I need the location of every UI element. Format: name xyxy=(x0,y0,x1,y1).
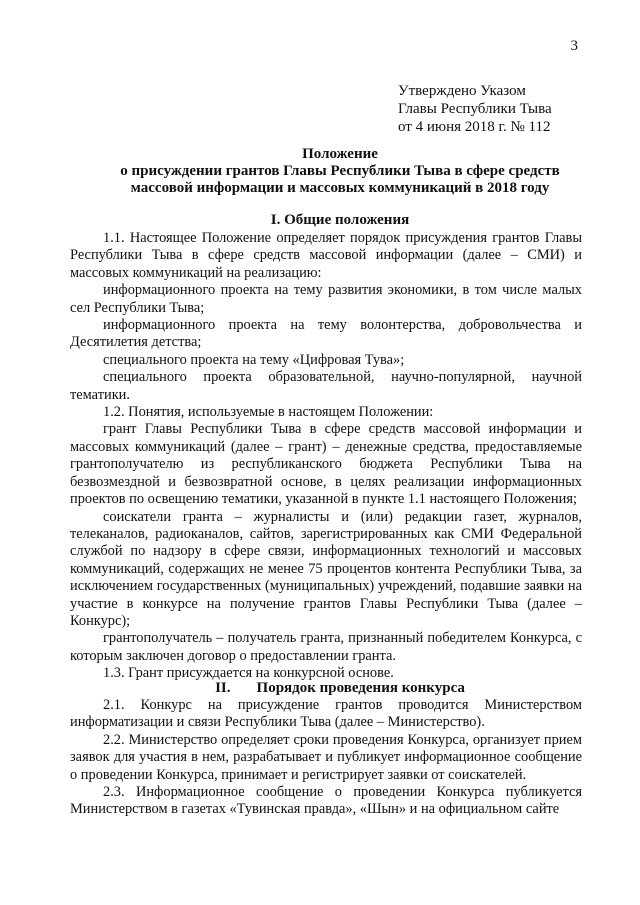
paragraph: 1.1. Настоящее Положение определяет порядок присуждения грантов Главы Республики Тыва в сфере средств массовой информации (далее – СМИ) и массовых коммуникаций на реализацию: xyxy=(70,230,582,281)
section-general-body xyxy=(70,230,582,683)
section-number: II. xyxy=(215,680,231,696)
section-heading-procedure xyxy=(60,680,620,697)
approval-stamp xyxy=(398,82,598,136)
paragraph: грантополучатель – получатель гранта, признанный победителем Конкурса, с которым заключен договор о предоставлении гранта. xyxy=(70,630,582,664)
section-title: Порядок проведения конкурса xyxy=(256,680,465,696)
paragraph: специального проекта на тему «Цифровая Тува»; xyxy=(103,351,405,368)
paragraph: грант Главы Республики Тыва в сфере средств массовой информации и массовых коммуникаций (далее – грант) – денежные средства, предоставляемые грантополучателю из республиканского бюджета Республики Тыва на безвозмездной и безвозвратной основе, в целях реализации информационных проектов по освещению тематики, указанной в пункте 1.1 настоящего Положения; xyxy=(70,421,582,508)
page-number: 3 xyxy=(570,38,578,54)
title-line: массовой информации и массовых коммуникаций в 2018 году xyxy=(130,180,550,196)
title-line: Положение xyxy=(302,146,378,162)
title-line: о присуждении грантов Главы Республики Тыва в сфере средств xyxy=(120,163,560,179)
paragraph: информационного проекта на тему волонтерства, добровольчества и Десятилетия детства; xyxy=(70,317,582,351)
approval-line: от 4 июня 2018 г. № 112 xyxy=(398,119,551,135)
document-title xyxy=(60,146,620,197)
paragraph: 2.1. Конкурс на присуждение грантов проводится Министерством информатизации и связи Республики Тыва (далее – Министерство). xyxy=(70,697,582,731)
approval-line: Главы Республики Тыва xyxy=(398,101,552,117)
paragraph: 1.3. Грант присуждается на конкурсной основе. xyxy=(103,665,394,682)
paragraph: специального проекта образовательной, научно-популярной, научной тематики. xyxy=(70,369,582,403)
paragraph: соискатели гранта – журналисты и (или) редакции газет, журналов, телеканалов, радиоканалов, сайтов, зарегистрированных как СМИ Федеральной службой по надзору в сфере связи, информационных технологий и массовых коммуникаций, содержащих не менее 75 процентов контента Республики Тыва, за исключением государственных (муниципальных) учреждений, подавшие заявки на участие в конкурсе на получение грантов Главы Республики Тыва (далее – Конкурс); xyxy=(70,508,582,629)
paragraph: информационного проекта на тему развития экономики, в том числе малых сел Республики Тыва; xyxy=(70,282,582,316)
paragraph: 2.3. Информационное сообщение о проведении Конкурса публикуется Министерством в газетах «Тувинская правда», «Шын» и на официальном сайте xyxy=(70,784,582,818)
paragraph: 2.2. Министерство определяет сроки проведения Конкурса, организует прием заявок для участия в нем, разрабатывает и публикует информационное сообщение о проведении Конкурса, принимает и регистрирует заявки от соискателей. xyxy=(70,731,582,783)
paragraph: 1.2. Понятия, используемые в настоящем Положении: xyxy=(103,404,434,421)
section-procedure-body xyxy=(70,697,582,819)
approval-line: Утверждено Указом xyxy=(398,83,526,99)
section-heading-general: I. Общие положения xyxy=(270,212,410,228)
